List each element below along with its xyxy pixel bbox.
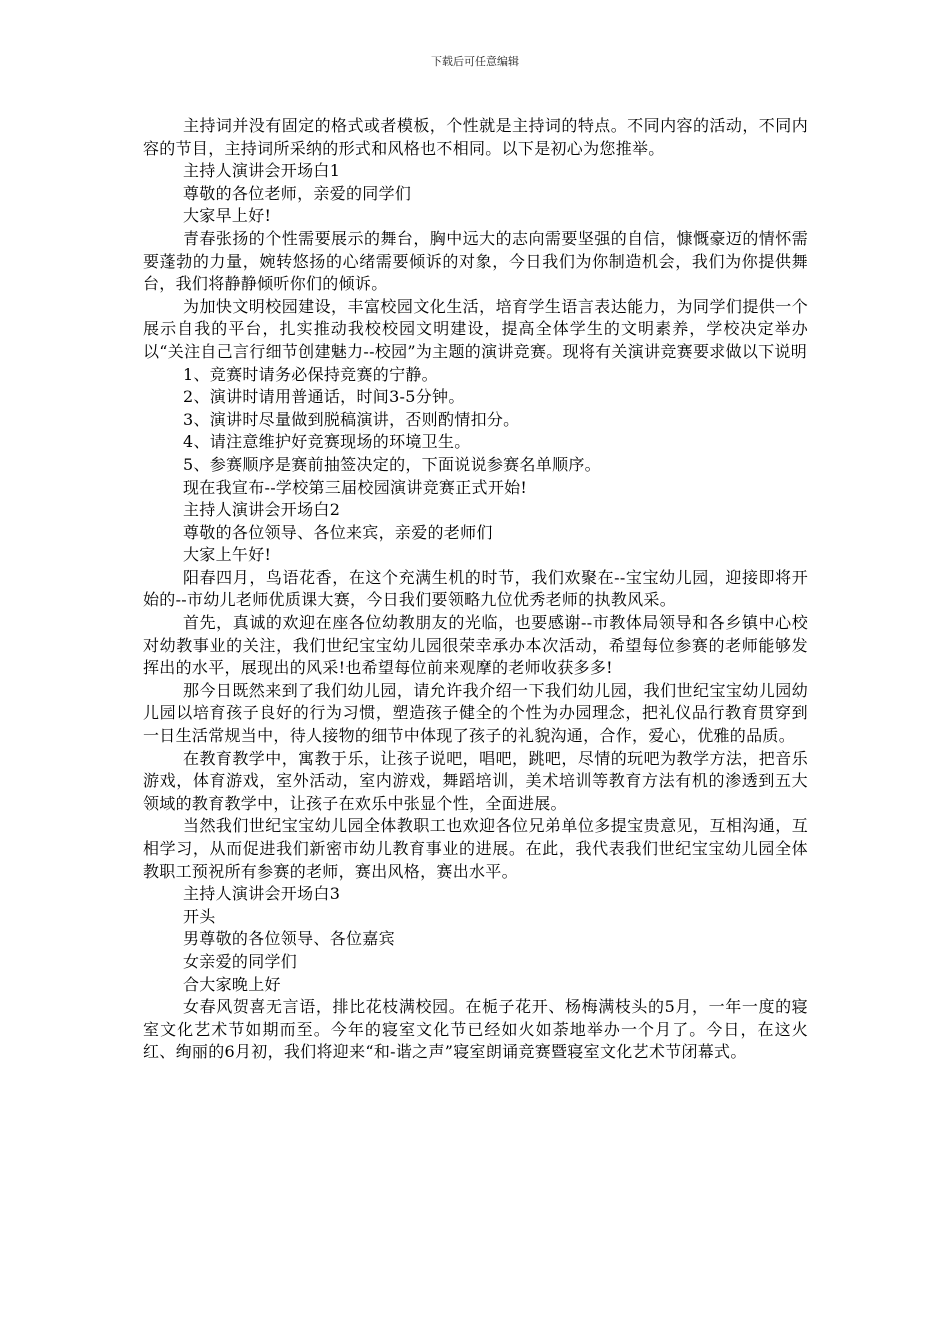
- rule-item: 5、参赛顺序是赛前抽签决定的，下面说说参赛名单顺序。: [183, 454, 601, 474]
- dialogue-line: 女亲爱的同学们: [183, 951, 298, 971]
- paragraph: 现在我宣布--学校第三届校园演讲竞赛正式开始!: [183, 477, 528, 497]
- paragraph: 青春张扬的个性需要展示的舞台，胸中远大的志向需要坚强的自信，慷慨豪迈的情怀需要蓬勃的力量，婉转悠扬的心绪需要倾诉的对象，今日我们为你制造机会，我们为你提供舞台，我们将静静倾听你们的倾诉。: [143, 228, 808, 294]
- dialogue-line: 女春风贺喜无言语，排比花枝满校园。在栀子花开、杨梅满枝头的5月，一年一度的寝室文化艺术节如期而至。今年的寝室文化节已经如火如荼地举办一个月了。今日，在这火红、绚丽的6月初，我们将迎来“和-谐之声”寝室朗诵竞赛暨寝室文化艺术节闭幕式。: [143, 997, 808, 1062]
- page-header-note: 下载后可任意编辑: [431, 55, 519, 68]
- paragraph: 开头: [183, 906, 216, 926]
- rule-item: 2、演讲时请用普通话，时间3-5分钟。: [183, 387, 465, 407]
- rule-item: 4、请注意维护好竞赛现场的环境卫生。: [183, 432, 471, 452]
- paragraph: 为加快文明校园建设，丰富校园文化生活，培育学生语言表达能力，为同学们提供一个展示自我的平台，扎实推动我校校园文明建设，提高全体学生的文明素养，学校决定举办以“关注自己言行细节创建魅力--校园”为主题的演讲竞赛。现将有关演讲竞赛要求做以下说明: [143, 296, 808, 361]
- paragraph: 在教育教学中，寓教于乐，让孩子说吧，唱吧，跳吧，尽情的玩吧为教学方法，把音乐游戏，体育游戏，室外活动，室内游戏，舞蹈培训，美术培训等教育方法有机的渗透到五大领域的教育教学中，让孩子在欢乐中张显个性，全面进展。: [143, 748, 808, 813]
- paragraph-greeting: 大家上午好!: [183, 545, 272, 565]
- dialogue-line: 男尊敬的各位领导、各位嘉宾: [183, 929, 395, 949]
- section-heading-2: 主持人演讲会开场白2: [183, 500, 341, 520]
- paragraph: 那今日既然来到了我们幼儿园，请允许我介绍一下我们幼儿园，我们世纪宝宝幼儿园幼儿园以培育孩子良好的行为习惯，塑造孩子健全的个性为办园理念，把礼仪品行教育贯穿到一日生活常规当中，待人接物的细节中体现了孩子的礼貌沟通，合作，爱心，优雅的品质。: [143, 680, 808, 746]
- paragraph: 首先，真诚的欢迎在座各位幼教朋友的光临，也要感谢--市教体局领导和各乡镇中心校对幼教事业的关注，我们世纪宝宝幼儿园很荣幸承办本次活动，希望每位参赛的老师能够发挥出的水平，展现出的风采!也希望每位前来观摩的老师收获多多!: [143, 613, 808, 678]
- section-heading-1: 主持人演讲会开场白1: [183, 161, 341, 181]
- document-body: [143, 115, 808, 1064]
- rule-item: 3、演讲时尽量做到脱稿演讲，否则酌情扣分。: [183, 409, 520, 429]
- dialogue-line: 合大家晚上好: [183, 974, 281, 994]
- paragraph-intro: 主持词并没有固定的格式或者模板，个性就是主持词的特点。不同内容的活动，不同内容的节目，主持词所采纳的形式和风格也不相同。以下是初心为您推举。: [143, 116, 808, 158]
- paragraph-greeting: 尊敬的各位老师，亲爱的同学们: [183, 183, 412, 203]
- rule-item: 1、竞赛时请务必保持竞赛的宁静。: [183, 364, 438, 384]
- paragraph-greeting: 尊敬的各位领导、各位来宾，亲爱的老师们: [183, 522, 493, 542]
- paragraph: 当然我们世纪宝宝幼儿园全体教职工也欢迎各位兄弟单位多提宝贵意见，互相沟通，互相学习，从而促进我们新密市幼儿教育事业的进展。在此，我代表我们世纪宝宝幼儿园全体教职工预祝所有参赛的老师，赛出风格，赛出水平。: [143, 816, 808, 881]
- paragraph: 阳春四月，鸟语花香，在这个充满生机的时节，我们欢聚在--宝宝幼儿园，迎接即将开始的--市幼儿老师优质课大赛，今日我们要领略九位优秀老师的执教风采。: [143, 567, 808, 610]
- section-heading-3: 主持人演讲会开场白3: [183, 884, 341, 904]
- paragraph-greeting: 大家早上好!: [183, 206, 272, 226]
